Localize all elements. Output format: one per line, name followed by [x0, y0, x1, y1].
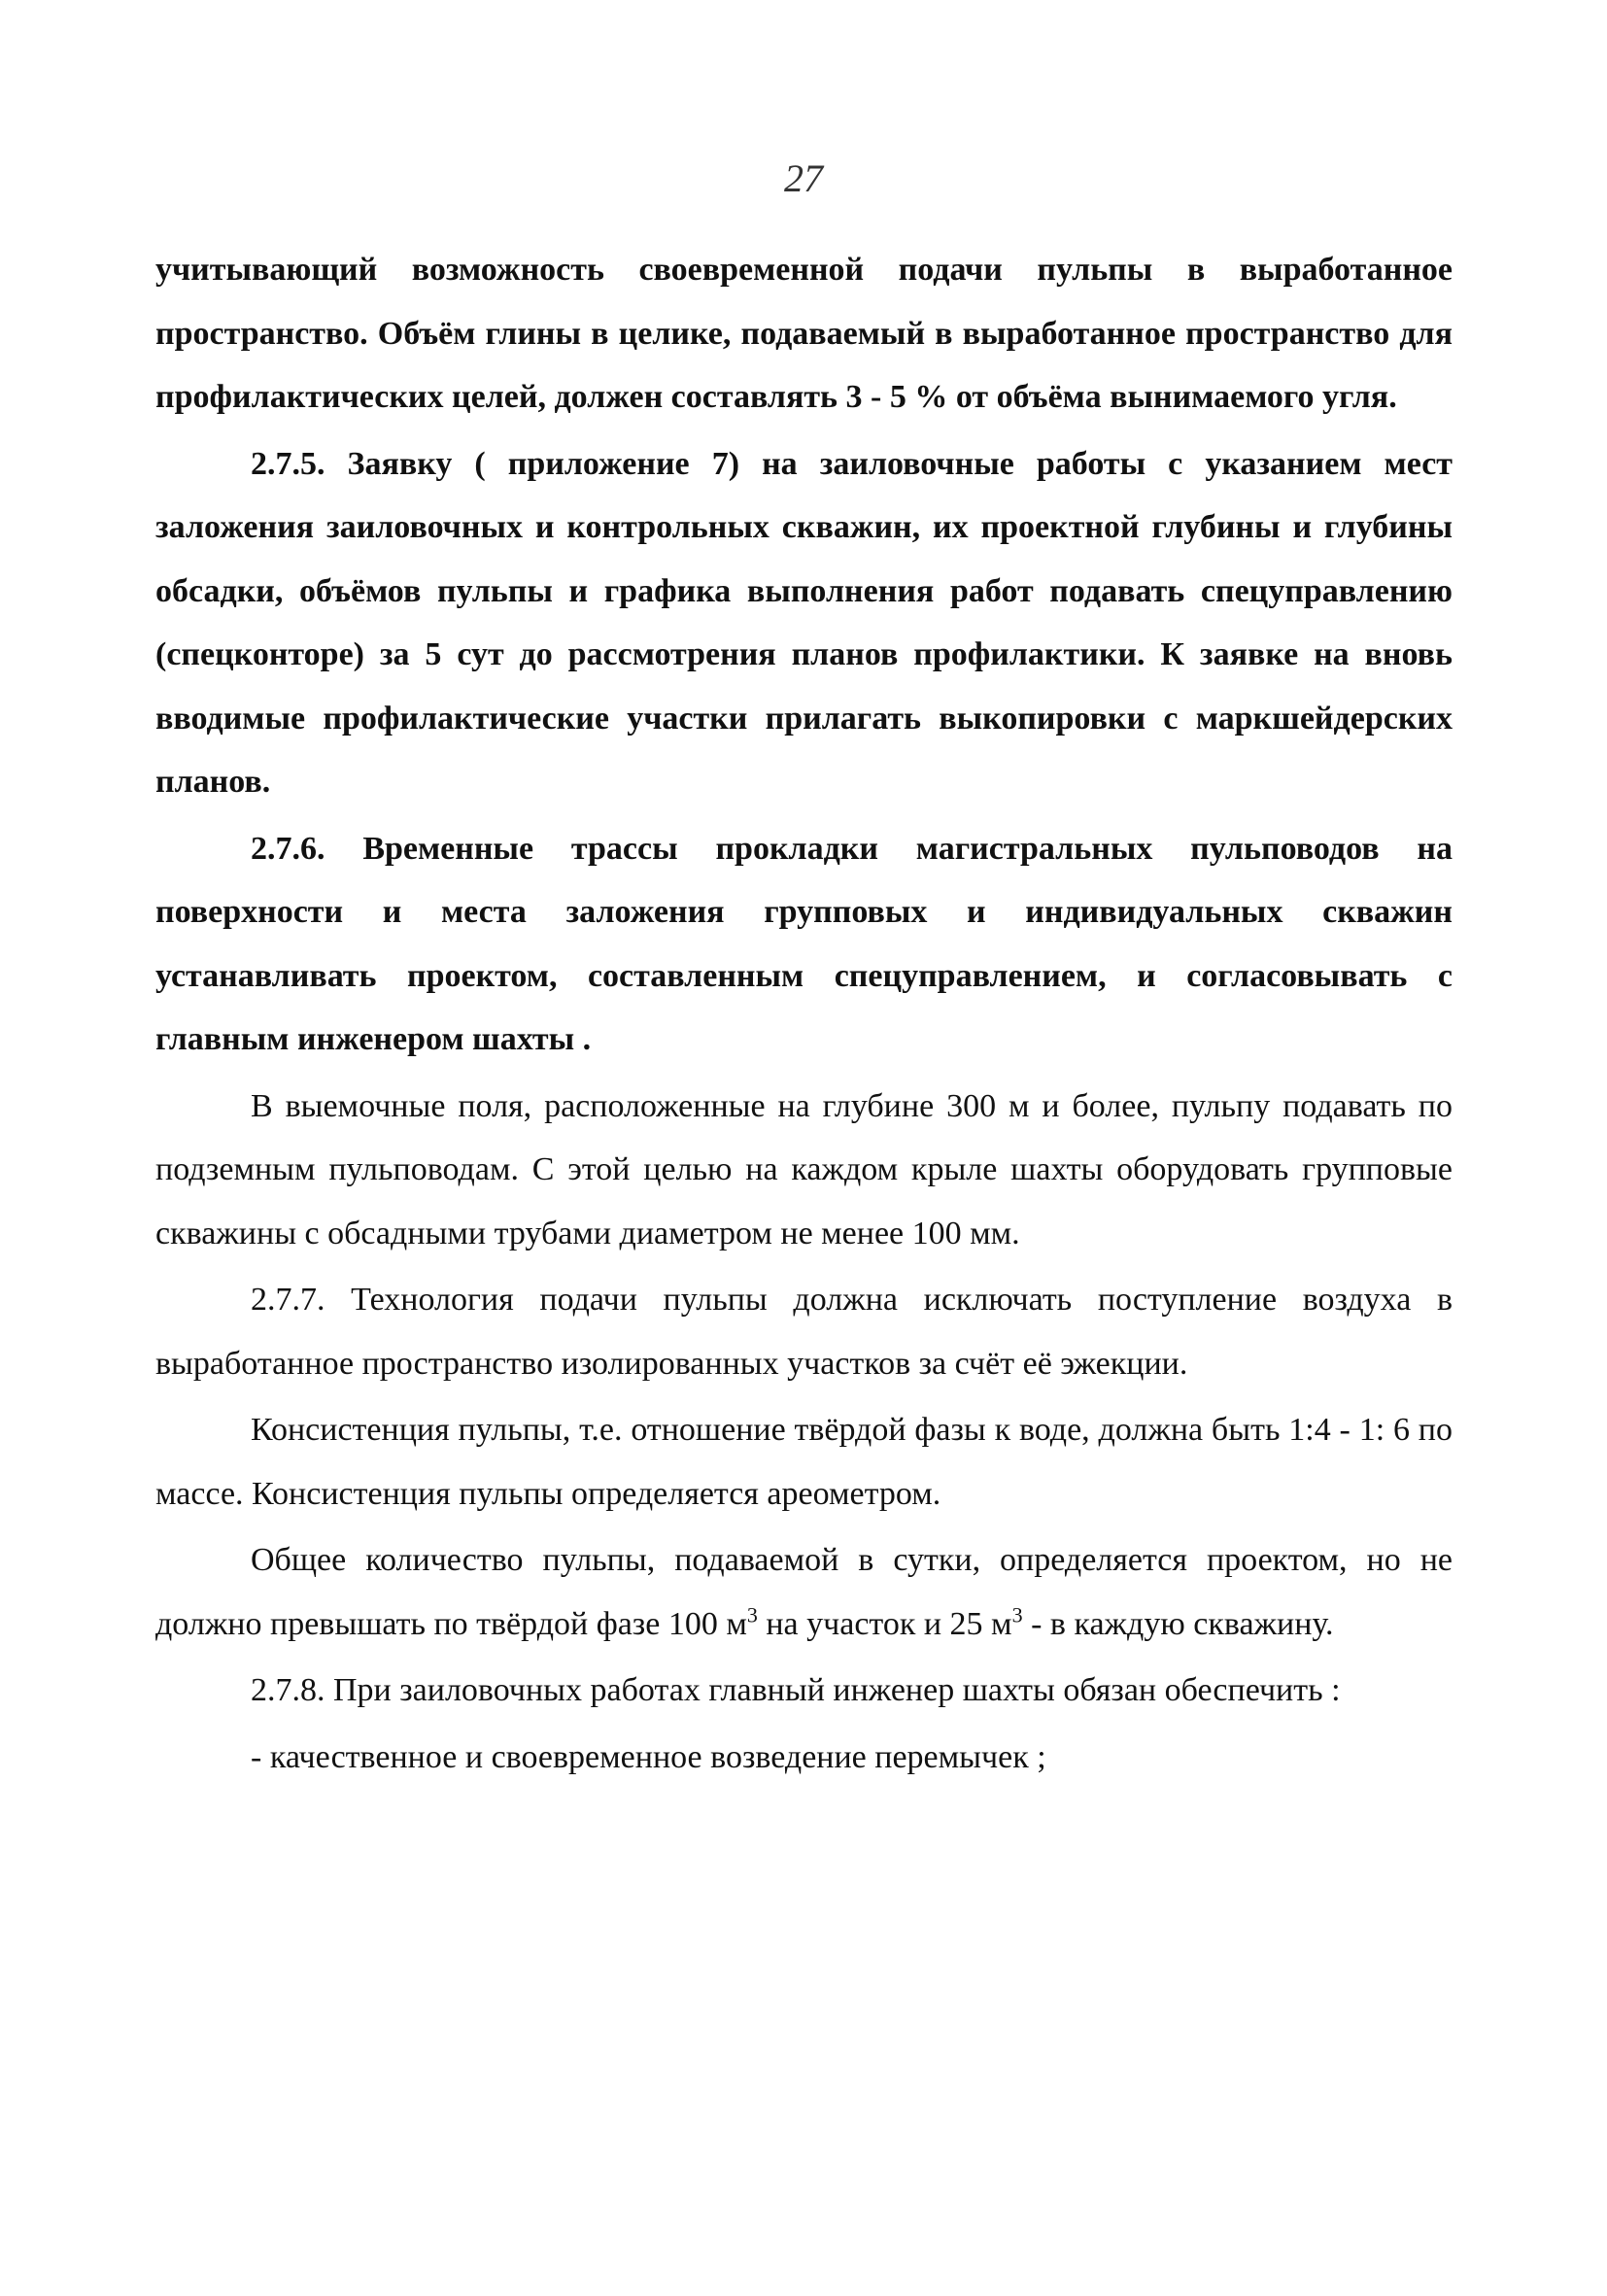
- quantity-text-part-3: - в каждую скважину.: [1022, 1605, 1334, 1642]
- quantity-text-part-2: на участок и 25 м: [757, 1605, 1012, 1642]
- quantity-text-part-1: Общее количество пульпы, подаваемой в сутки, определяется проектом, но не должно превышать по твёрдой фазе 100 м: [155, 1542, 1453, 1642]
- list-item-bulkheads: - качественное и своевременное возведение перемычек ;: [251, 1738, 1046, 1775]
- paragraph-total-quantity: [155, 1528, 1453, 1656]
- paragraph-consistency: Консистенция пульпы, т.е. отношение твёрдой фазы к воде, должна быть 1:4 - 1: 6 по массе. Консистенция пульпы определяется ареометром.: [155, 1412, 1453, 1512]
- paragraph-underground-pulp: В выемочные поля, расположенные на глубине 300 м и более, пульпу подавать по подземным пульповодам. С этой целью на каждом крыле шахты оборудовать групповые скважины с обсадными трубами диаметром не менее 100 мм.: [155, 1087, 1453, 1251]
- cubic-superscript-2: 3: [1011, 1602, 1023, 1628]
- paragraph-continuation: учитывающий возможность своевременной подачи пульпы в выработанное пространство. Объём глины в целике, подаваемый в выработанное пространство для профилактических целей, должен составлять 3 - 5 % от объёма вынимаемого угля.: [155, 252, 1453, 415]
- document-body: [155, 238, 1453, 1792]
- paragraph-2-7-8: 2.7.8. При заиловочных работах главный инженер шахты обязан обеспечить :: [251, 1672, 1341, 1708]
- page-number: 27: [784, 156, 823, 200]
- paragraph-2-7-6: 2.7.6. Временные трассы прокладки магистральных пульповодов на поверхности и места заложения групповых и индивидуальных скважин устанавливать проектом, составленным спецуправлением, и согласовывать с главным инженером шахты .: [155, 830, 1453, 1057]
- cubic-superscript-1: 3: [746, 1602, 758, 1628]
- paragraph-2-7-5: 2.7.5. Заявку ( приложение 7) на заиловочные работы с указанием мест заложения заиловочных и контрольных скважин, их проектной глубины и глубины обсадки, объёмов пульпы и графика выполнения работ подавать спецуправлению (спецконторе) за 5 сут до рассмотрения планов профилактики. К заявке на вновь вводимые профилактические участки прилагать выкопировки с маркшейдерских планов.: [155, 445, 1453, 800]
- paragraph-2-7-7: 2.7.7. Технология подачи пульпы должна исключать поступление воздуха в выработанное пространство изолированных участков за счёт её эжекции.: [155, 1282, 1453, 1382]
